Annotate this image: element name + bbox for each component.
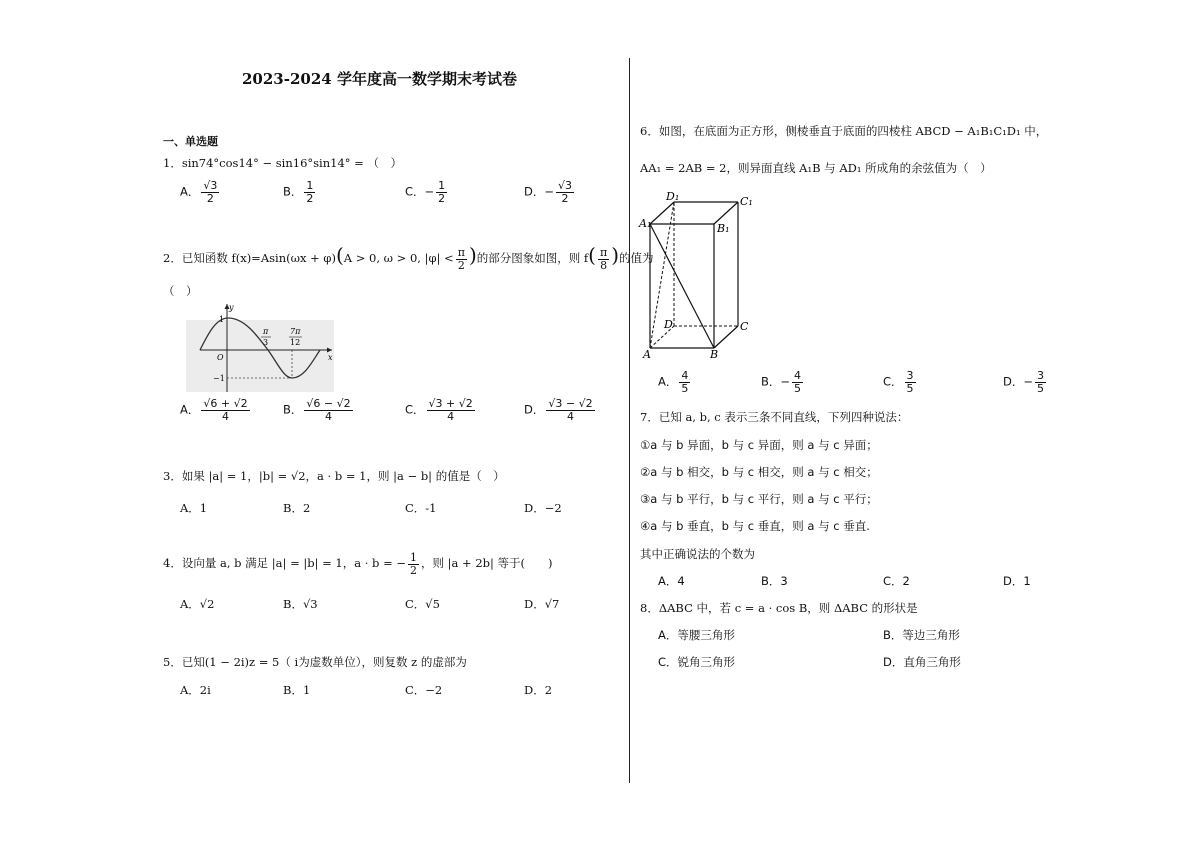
sine-graph <box>186 302 336 394</box>
label-a: A <box>643 348 651 360</box>
q8-option-c[interactable]: C．锐角三角形 <box>658 655 736 669</box>
segment-a1b <box>650 224 714 348</box>
edge-b1c1 <box>714 202 738 224</box>
q7-statement-1: ①a 与 b 异面，b 与 c 异面，则 a 与 c 异面； <box>640 438 878 452</box>
section-heading: 一、单选题 <box>163 135 218 148</box>
y-one-label: 1 <box>219 315 225 324</box>
question-2-paren: （ ） <box>163 284 198 298</box>
question-7-stem: 7．已知 a, b, c 表示三条不同直线，下列四种说法： <box>640 410 909 424</box>
q7-statement-4: ④a 与 b 垂直，b 与 c 垂直，则 a 与 c 垂直. <box>640 519 870 533</box>
question-3-stem: 3．如果 |a| = 1，|b| = √2，a · b = 1，则 |a − b| 的值是（ ） <box>163 469 505 483</box>
origin-label: O <box>217 353 224 362</box>
tick-pi-top: π <box>263 327 269 336</box>
label-c1: C₁ <box>740 195 753 208</box>
question-6-line-2: AA₁ = 2AB = 2，则异面直线 A₁B 与 AD₁ 所成角的余弦值为（ ） <box>640 161 992 175</box>
q7-question: 其中正确说法的个数为 <box>640 547 755 561</box>
label-a1: A₁ <box>639 217 652 230</box>
x-label: x <box>328 353 333 362</box>
column-divider <box>629 58 630 783</box>
question-6-line-1: 6．如图，在底面为正方形，侧棱垂直于底面的四棱柱 ABCD − A₁B₁C₁D₁ 中， <box>640 124 1048 138</box>
edge-bc <box>714 326 738 348</box>
q7-option-b[interactable]: B．3 <box>761 574 788 588</box>
q5-option-c[interactable]: C．−2 <box>405 683 443 697</box>
q8-option-d[interactable]: D．直角三角形 <box>883 655 961 669</box>
q1-option-a[interactable]: A． $\frac{√3}{2}$ <box>180 179 218 205</box>
q8-option-a[interactable]: A．等腰三角形 <box>658 628 735 642</box>
q5-option-d[interactable]: D．2 <box>524 683 553 697</box>
q1-option-c[interactable]: C．− $\frac{1}{2}$ <box>405 179 446 205</box>
tick-7pi-bottom: 12 <box>290 338 301 347</box>
label-d1: D₁ <box>666 190 680 203</box>
q1-option-b[interactable]: B． $\frac{1}{2}$ <box>283 179 314 205</box>
q5-option-a[interactable]: A．2i <box>180 683 211 697</box>
q2-option-d[interactable]: D． $\frac{√3 - √2}{4}$ <box>524 397 593 423</box>
q3-option-d[interactable]: D．−2 <box>524 501 562 515</box>
edge-a1d1 <box>650 202 674 224</box>
q3-option-c[interactable]: C．-1 <box>405 501 437 515</box>
q2-option-c[interactable]: C． $\frac{√3 + √2}{4}$ <box>405 397 473 423</box>
q4-option-b[interactable]: B．√3 <box>283 597 318 611</box>
tick-7pi-top: 7π <box>290 327 301 336</box>
q6-option-d[interactable]: D．− $\frac{3}{5}$ <box>1003 369 1044 395</box>
prism-figure <box>638 188 758 360</box>
q3-option-a[interactable]: A．1 <box>180 501 208 515</box>
question-4-stem: 4．设向量 a, b 满足 |a| = |b| = 1，a · b = − $\frac{1}{2}$ ，则 |a + 2b| 等于( ) <box>163 551 553 577</box>
question-5-stem: 5．已知(1 − 2i)z = 5（ i为虚数单位），则复数 z 的虚部为 <box>163 655 467 669</box>
q8-option-b[interactable]: B．等边三角形 <box>883 628 960 642</box>
q1-option-d[interactable]: D．− $\frac{√3}{2}$ <box>524 179 573 205</box>
q3-option-b[interactable]: B．2 <box>283 501 311 515</box>
q7-option-d[interactable]: D．1 <box>1003 574 1031 588</box>
q7-option-c[interactable]: C．2 <box>883 574 910 588</box>
graph-background <box>186 320 334 392</box>
question-1-stem: 1．sin74°cos14° − sin16°sin14° = （ ） <box>163 156 402 170</box>
label-b1: B₁ <box>717 222 730 235</box>
question-8-stem: 8．ΔABC 中，若 c = a · cos B，则 ΔABC 的形状是 <box>640 601 918 615</box>
q6-option-a[interactable]: A． $\frac{4}{5}$ <box>658 369 689 395</box>
q2-option-b[interactable]: B． $\frac{√6 - √2}{4}$ <box>283 397 351 423</box>
tick-pi-bottom: 3 <box>263 338 269 347</box>
q7-option-a[interactable]: A．4 <box>658 574 685 588</box>
q4-option-a[interactable]: A．√2 <box>180 597 215 611</box>
q6-option-c[interactable]: C． $\frac{3}{5}$ <box>883 369 914 395</box>
page-title: 2023-2024 学年度高一数学期末考试卷 <box>242 70 517 88</box>
q6-option-b[interactable]: B．− $\frac{4}{5}$ <box>761 369 802 395</box>
q4-option-c[interactable]: C．√5 <box>405 597 440 611</box>
q7-statement-2: ②a 与 b 相交，b 与 c 相交，则 a 与 c 相交； <box>640 465 878 479</box>
question-2-stem: 2．已知函数 f(x)=Asin(ωx + φ)(A > 0, ω > 0, |φ| < $\frac{\pi}{2}$ )的部分图象如图，则 f( $\frac{\pi}{8}$ )的值为 <box>163 243 654 272</box>
y-neg-one-label: −1 <box>213 374 225 383</box>
q4-option-d[interactable]: D．√7 <box>524 597 560 611</box>
label-d: D <box>664 318 673 331</box>
label-b: B <box>710 348 719 360</box>
q2-option-a[interactable]: A． $\frac{√6 + √2}{4}$ <box>180 397 248 423</box>
q5-option-b[interactable]: B．1 <box>283 683 311 697</box>
y-label: y <box>229 303 234 312</box>
q7-statement-3: ③a 与 b 平行，b 与 c 平行，则 a 与 c 平行； <box>640 492 878 506</box>
label-c: C <box>740 320 749 333</box>
